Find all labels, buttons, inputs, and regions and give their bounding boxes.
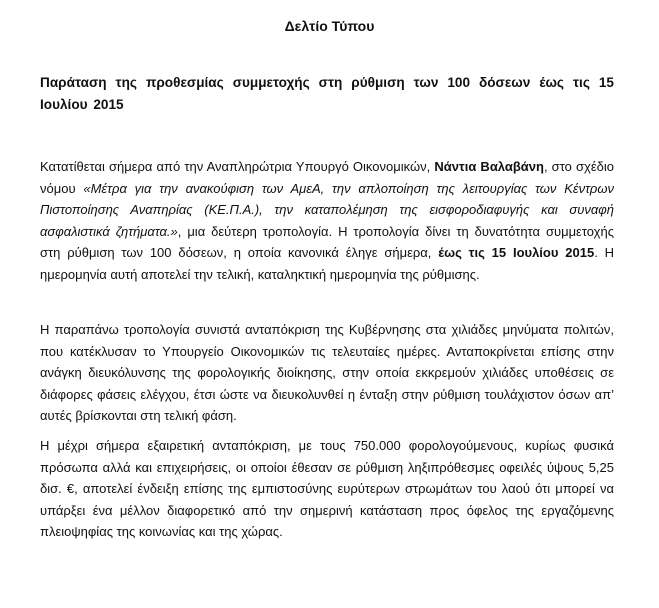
document-title: Δελτίο Τύπου [284,18,375,34]
deadline-date: έως τις 15 Ιουλίου 2015 [438,245,595,261]
paragraph-2 [40,319,614,427]
minister-name: Νάντια Βαλαβάνη [434,159,544,174]
paragraph-1-text: , στο σχέδιο νόμου [40,159,614,196]
paragraph-2-text: Η παραπάνω τροπολογία συνιστά ανταπόκριση της Κυβέρνησης στα χιλιάδες μηνύματα πολιτών, που κατέκλυσαν το Υπουργείο Οικονομικών τις τελευταίες ημέρες. Ανταποκρίνεται επίσης στην ανάγκη διευκόλυνσης της φορολογικής διοίκησης, στην οποία εκκρεμούν χιλιάδες υποθέσεις σε διάφορες φάσεις ελέγχου, έτσι ώστε να διευκολυνθεί η ένταξη στην ρύθμιση τουλάχιστον όσων απ’ αυτές βρίσκονται στη τελική φάση. [40,322,614,424]
headline: Παράταση της προθεσμίας συμμετοχής στη ρύθμιση των 100 δόσεων έως τις 15 Ιουλίου 2015 [40,75,614,112]
paragraph-1-text: Κατατίθεται σήμερα από την Αναπληρώτρια Υπουργό Οικονομικών, [40,159,435,174]
paragraph-1 [40,156,614,286]
bill-title: «Μέτρα για την ανακούφιση των ΑμεΑ, την απλοποίηση της λειτουργίας των Κέντρων Πιστοποίησης Αναπηρίας (ΚΕ.Π.Α.), την καταπολέμηση της εισφοροδιαφυγής και συναφή ασφαλιστικά ζητήματα.» [40,180,615,239]
paragraph-3-text: Η μέχρι σήμερα εξαιρετική ανταπόκριση, με τους 750.000 φορολογούμενους, κυρίως φυσικά πρόσωπα αλλά και επιχειρήσεις, οι οποίοι έθεσαν σε ρύθμιση ληξιπρόθεσμες οφειλές ύψους 5,25 δισ. €, αποτελεί ένδειξη επίσης της εμπιστοσύνης ευρύτερων στρωμάτων του λαού ότι μπορεί να υπάρξει ένα μέλλον διαφορετικό από την σημερινή κατάσταση προς όφελος της εργαζόμενης πλειοψηφίας της κοινωνίας και της χώρας. [40,438,614,540]
paragraph-3 [40,435,614,543]
paragraph-1-text: . Η ημερομηνία αυτή αποτελεί την τελική, καταληκτική ημερομηνία της ρύθμισης. [40,245,615,282]
paragraph-1-text: , μια δεύτερη τροπολογία. Η τροπολογία δίνει τη δυνατότητα συμμετοχής στη ρύθμιση των 100 δόσεων, η οποία κανονικά έληγε σήμερα, [40,223,614,261]
